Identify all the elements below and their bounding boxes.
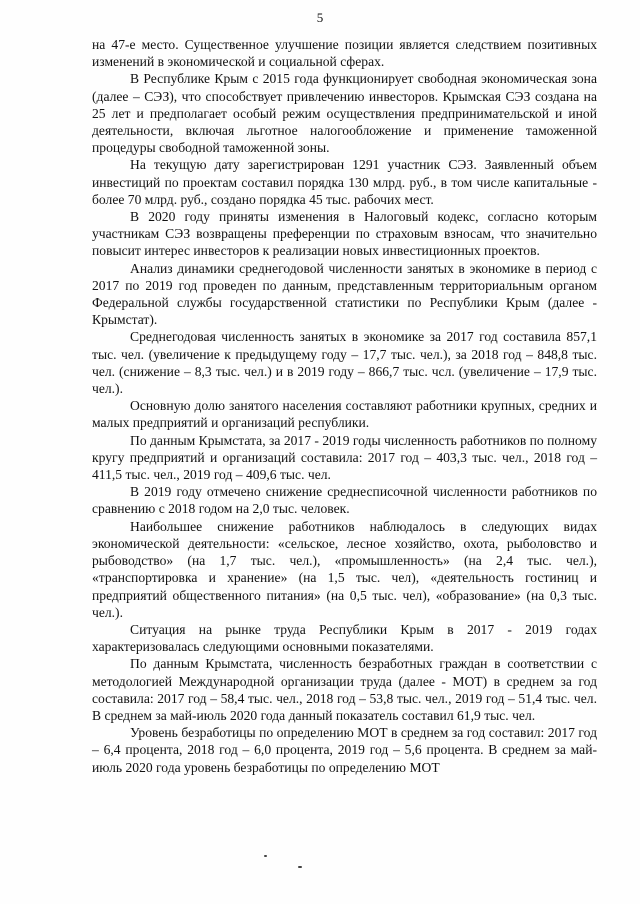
paragraph: на 47-е место. Существенное улучшение позиции является следствием позитивных изменений в экономической и социальной сферах.	[92, 37, 597, 70]
paragraph: По данным Крымстата, за 2017 - 2019 годы численность работников по полному кругу предприятий и организаций составила: 2017 год – 403,3 тыс. чел., 2018 год – 411,5 тыс. чел., 2019 год – 409,6 тыс. чел.	[92, 432, 597, 483]
paragraph: Ситуация на рынке труда Республики Крым в 2017 - 2019 годах характеризовалась следующими основными показателями.	[92, 621, 597, 655]
scan-speck	[264, 855, 267, 857]
paragraph: Среднегодовая численность занятых в экономике за 2017 год составила 857,1 тыс. чел. (увеличение к предыдущему году – 17,7 тыс. чел.), за 2018 год – 848,8 тыс. чел. (снижение – 8,3 тыс. чел.) и в 2019 году – 866,7 тыс. чсл. (увеличение – 17,9 тыс. чел.).	[92, 329, 597, 397]
scan-speck	[298, 866, 302, 868]
paragraph: На текущую дату зарегистрирован 1291 участник СЭЗ. Заявленный объем инвестиций по проектам составил порядка 130 млрд. руб., в том числе капитальные - более 70 млрд. руб., создано порядка 45 тыс. рабочих мест.	[92, 157, 597, 207]
paragraph: По данным Крымстата, численность безработных граждан в соответствии с методологией Международной организации труда (далее - МОТ) в среднем за год составила: 2017 год – 58,4 тыс. чел., 2018 год – 53,8 тыс. чел., 2019 год – 51,4 тыс. чел. В среднем за май-июль 2020 года данный показатель составил 61,9 тыс. чел.	[92, 656, 597, 723]
paragraph: Основную долю занятого населения составляют работники крупных, средних и малых предприятий и организаций республики.	[92, 398, 597, 431]
paragraph: Уровень безработицы по определению МОТ в среднем за год составил: 2017 год – 6,4 процента, 2018 год – 6,0 процента, 2019 год – 5,6 процента. В среднем за май-июль 2020 года уровень безработицы по определению МОТ	[92, 725, 597, 775]
paragraph: В Республике Крым с 2015 года функционирует свободная экономическая зона (далее – СЭЗ), что способствует привлечению инвесторов. Крымская СЭЗ создана на 25 лет и предполагает особый режим осуществления предпринимательской и иной деятельности, включая льготное налогообложение и применение таможенной процедуры свободной таможенной зоны.	[92, 71, 597, 156]
paragraph: В 2020 году приняты изменения в Налоговый кодекс, согласно которым участникам СЭЗ возвращены преференции по страховым взносам, что значительно повысит интерес инвесторов к реализации новых инвестиционных проектов.	[92, 209, 597, 259]
paragraph: Наибольшее снижение работников наблюдалось в следующих видах экономической деятельности: «сельское, лесное хозяйство, охота, рыболовство и рыбоводство» (на 1,7 тыс. чел.), «промышленность» (на 2,4 тыс. чел.), «транспортировка и хранение» (на 1,5 тыс. чел), «деятельность гостиниц и предприятий общественного питания» (на 0,5 тыс. чел), «образование» (на 0,3 тыс. чел.).	[92, 518, 597, 620]
document-body	[92, 36, 597, 776]
page-number: 5	[316, 10, 324, 25]
paragraph: Анализ динамики среднегодовой численности занятых в экономике в период с 2017 по 2019 год проведен по данным, представленным территориальным органом Федеральной службы государственной статистики по Республики Крым (далее - Крымстат).	[92, 260, 597, 328]
paragraph: В 2019 году отмечено снижение среднесписочной численности работников по сравнению с 2018 годом на 2,0 тыс. человек.	[92, 484, 597, 517]
